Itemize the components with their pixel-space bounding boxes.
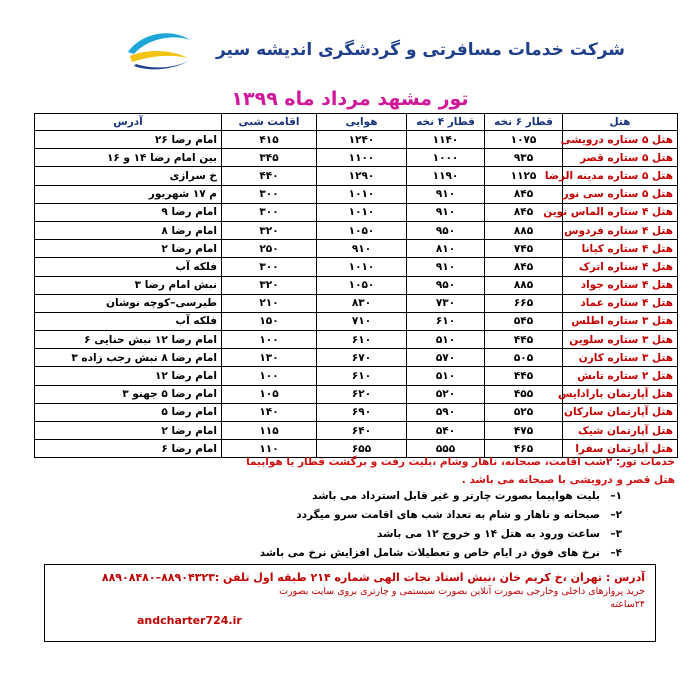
cell-train-4: ۱۱۴۰ bbox=[407, 131, 485, 149]
cell-hotel: هتل آپارتمان سفرا bbox=[563, 440, 678, 458]
cell-train-6: ۸۸۵ bbox=[485, 276, 563, 294]
cell-address: بین امام رضا ۱۴ و ۱۶ bbox=[35, 149, 222, 167]
table-row bbox=[35, 367, 678, 385]
cell-train-4: ۷۳۰ bbox=[407, 294, 485, 312]
cell-address: امام رضا ۱۲ نبش حنایی ۶ bbox=[35, 331, 222, 349]
cell-hotel: هتل ۴ ستاره عماد bbox=[563, 294, 678, 312]
cell-night: ۱۱۵ bbox=[222, 422, 317, 440]
cell-train-4: ۱۰۰۰ bbox=[407, 149, 485, 167]
cell-address: نبش امام رضا ۳ bbox=[35, 276, 222, 294]
cell-air: ۱۲۴۰ bbox=[317, 131, 407, 149]
cell-hotel: هتل ۵ ستاره درویشی bbox=[563, 131, 678, 149]
cell-address: امام رضا ۲ bbox=[35, 240, 222, 258]
cell-air: ۱۰۱۰ bbox=[317, 203, 407, 221]
column-header-train-4: قطار ۴ نخه bbox=[407, 114, 485, 131]
cell-train-4: ۹۵۰ bbox=[407, 276, 485, 294]
cell-address: امام رضا ۲ bbox=[35, 422, 222, 440]
cell-night: ۳۲۰ bbox=[222, 221, 317, 239]
column-header-train-6: قطار ۶ نخه bbox=[485, 114, 563, 131]
online-booking-hours: ۲۴ساعته bbox=[610, 599, 645, 610]
cell-hotel: هتل ۴ ستاره جواد bbox=[563, 276, 678, 294]
cell-night: ۳۴۵ bbox=[222, 149, 317, 167]
table-row bbox=[35, 185, 678, 203]
cell-night: ۲۵۰ bbox=[222, 240, 317, 258]
cell-air: ۶۵۵ bbox=[317, 440, 407, 458]
cell-address: امام رضا ۸ bbox=[35, 221, 222, 239]
cell-night: ۳۲۰ bbox=[222, 276, 317, 294]
cell-air: ۱۰۱۰ bbox=[317, 258, 407, 276]
table-row bbox=[35, 149, 678, 167]
cell-hotel: هتل آپارتمان بارادایس bbox=[563, 385, 678, 403]
cell-air: ۱۲۹۰ bbox=[317, 167, 407, 185]
cell-night: ۱۰۰ bbox=[222, 331, 317, 349]
cell-train-4: ۱۱۹۰ bbox=[407, 167, 485, 185]
cell-train-6: ۸۴۵ bbox=[485, 203, 563, 221]
cell-train-4: ۵۵۵ bbox=[407, 440, 485, 458]
table-row bbox=[35, 203, 678, 221]
cell-hotel: هتل ۵ ستاره قصر bbox=[563, 149, 678, 167]
note-number: ۳– bbox=[610, 527, 622, 540]
note-text: صبحانه و ناهار و شام به تعداد شب های اقامت سرو میگردد bbox=[296, 508, 600, 521]
table-row bbox=[35, 312, 678, 330]
cell-train-4: ۹۵۰ bbox=[407, 221, 485, 239]
company-name: شرکت خدمات مسافرتی و گردشگری اندیشه سیر bbox=[215, 40, 625, 60]
cell-night: ۱۴۰ bbox=[222, 403, 317, 421]
cell-train-6: ۵۰۵ bbox=[485, 349, 563, 367]
cell-train-6: ۸۸۵ bbox=[485, 221, 563, 239]
cell-air: ۱۰۱۰ bbox=[317, 185, 407, 203]
cell-hotel: هتل ۴ ستاره کیانا bbox=[563, 240, 678, 258]
cell-night: ۱۰۰ bbox=[222, 367, 317, 385]
column-header-hotel: هتل bbox=[563, 114, 678, 131]
table-row bbox=[35, 221, 678, 239]
cell-night: ۱۱۰ bbox=[222, 440, 317, 458]
cell-air: ۸۳۰ bbox=[317, 294, 407, 312]
table-header-row bbox=[35, 114, 678, 131]
cell-hotel: هتل ۳ ستاره اطلس bbox=[563, 312, 678, 330]
column-header-air: هوایی bbox=[317, 114, 407, 131]
online-booking-promo: خرید پروازهای داخلی وخارجی بصورت آنلاین بصورت سیستمی و چارتری بروی سایت بصورت bbox=[279, 586, 645, 597]
table-row bbox=[35, 422, 678, 440]
table-row bbox=[35, 258, 678, 276]
cell-train-6: ۶۶۵ bbox=[485, 294, 563, 312]
cell-train-4: ۶۱۰ bbox=[407, 312, 485, 330]
cell-train-6: ۴۴۵ bbox=[485, 367, 563, 385]
cell-train-6: ۸۴۵ bbox=[485, 185, 563, 203]
cell-hotel: هتل ۳ ستاره سلوین bbox=[563, 331, 678, 349]
note-item bbox=[230, 543, 622, 562]
cell-air: ۱۱۰۰ bbox=[317, 149, 407, 167]
cell-train-6: ۹۳۵ bbox=[485, 149, 563, 167]
note-text: ساعت ورود به هتل ۱۴ و خروج ۱۲ می باشد bbox=[377, 527, 600, 540]
cell-hotel: هتل آپارتمان شیک bbox=[563, 422, 678, 440]
cell-train-6: ۱۰۷۵ bbox=[485, 131, 563, 149]
cell-address: امام رضا ۲۶ bbox=[35, 131, 222, 149]
cell-address: خ سرازی bbox=[35, 167, 222, 185]
table-row bbox=[35, 331, 678, 349]
services-note: هتل قصر و درویشی با صبحانه می باشد . bbox=[461, 474, 675, 486]
notes-list bbox=[230, 486, 622, 562]
rates-table bbox=[34, 113, 678, 458]
cell-night: ۲۱۰ bbox=[222, 294, 317, 312]
cell-hotel: هتل ۵ ستاره سی نور bbox=[563, 185, 678, 203]
note-item bbox=[230, 505, 622, 524]
cell-train-6: ۴۷۵ bbox=[485, 422, 563, 440]
table-row bbox=[35, 385, 678, 403]
cell-train-4: ۹۱۰ bbox=[407, 203, 485, 221]
cell-address: امام رضا ۹ bbox=[35, 203, 222, 221]
cell-hotel: هتل ۴ ستاره الماس نوین bbox=[563, 203, 678, 221]
services-line: خدمات تور: ۲شب اقامت، صبحانه، ناهار وشام ،بلیت رفت و برگشت قطار یا هواپیما bbox=[246, 456, 675, 468]
cell-night: ۱۳۰ bbox=[222, 349, 317, 367]
cell-address: امام رضا ۵ bbox=[35, 403, 222, 421]
cell-address: طبرسی–کوچه نوشان bbox=[35, 294, 222, 312]
cell-air: ۶۹۰ bbox=[317, 403, 407, 421]
contact-box bbox=[44, 564, 656, 642]
cell-air: ۷۱۰ bbox=[317, 312, 407, 330]
cell-address: امام رضا ۸ نبش رجب زاده ۳ bbox=[35, 349, 222, 367]
cell-address: امام رضا ۶ bbox=[35, 440, 222, 458]
column-header-night: اقامت شبی bbox=[222, 114, 317, 131]
cell-train-6: ۱۱۲۵ bbox=[485, 167, 563, 185]
cell-night: ۴۱۵ bbox=[222, 131, 317, 149]
cell-train-6: ۴۴۵ bbox=[485, 331, 563, 349]
cell-address: م ۱۷ شهریور bbox=[35, 185, 222, 203]
cell-address: امام رضا ۱۲ bbox=[35, 367, 222, 385]
cell-hotel: هتل ۴ ستاره اترک bbox=[563, 258, 678, 276]
cell-night: ۴۴۰ bbox=[222, 167, 317, 185]
cell-air: ۶۴۰ bbox=[317, 422, 407, 440]
cell-air: ۱۰۵۰ bbox=[317, 276, 407, 294]
company-logo-icon bbox=[124, 26, 194, 74]
note-text: بلیت هواپیما بصورت چارتر و غیر قابل استرداد می باشد bbox=[312, 489, 600, 502]
note-number: ۴– bbox=[610, 546, 622, 559]
cell-air: ۹۱۰ bbox=[317, 240, 407, 258]
cell-train-6: ۵۲۵ bbox=[485, 403, 563, 421]
cell-hotel: هتل آپارتمان سارکان bbox=[563, 403, 678, 421]
cell-hotel: هتل ۳ ستاره کارن bbox=[563, 349, 678, 367]
cell-air: ۶۱۰ bbox=[317, 331, 407, 349]
cell-train-4: ۵۴۰ bbox=[407, 422, 485, 440]
table-row bbox=[35, 276, 678, 294]
cell-train-6: ۴۶۵ bbox=[485, 440, 563, 458]
cell-train-6: ۴۵۵ bbox=[485, 385, 563, 403]
cell-train-6: ۸۴۵ bbox=[485, 258, 563, 276]
cell-train-4: ۸۱۰ bbox=[407, 240, 485, 258]
cell-address: فلکه آب bbox=[35, 258, 222, 276]
cell-air: ۶۲۰ bbox=[317, 385, 407, 403]
cell-air: ۶۱۰ bbox=[317, 367, 407, 385]
cell-night: ۱۵۰ bbox=[222, 312, 317, 330]
cell-train-4: ۵۱۰ bbox=[407, 367, 485, 385]
cell-train-6: ۷۴۵ bbox=[485, 240, 563, 258]
cell-address: امام رضا ۵ جهنو ۳ bbox=[35, 385, 222, 403]
table-row bbox=[35, 240, 678, 258]
note-number: ۱– bbox=[610, 489, 622, 502]
cell-night: ۱۰۵ bbox=[222, 385, 317, 403]
cell-train-4: ۵۷۰ bbox=[407, 349, 485, 367]
table-row bbox=[35, 349, 678, 367]
cell-night: ۳۰۰ bbox=[222, 258, 317, 276]
cell-train-4: ۵۱۰ bbox=[407, 331, 485, 349]
cell-air: ۱۰۵۰ bbox=[317, 221, 407, 239]
tour-services bbox=[70, 453, 675, 489]
cell-hotel: هتل ۴ ستاره فردوس bbox=[563, 221, 678, 239]
table-row bbox=[35, 294, 678, 312]
cell-night: ۳۰۰ bbox=[222, 185, 317, 203]
column-header-address: آدرس bbox=[35, 114, 222, 131]
table-row bbox=[35, 131, 678, 149]
cell-train-4: ۵۲۰ bbox=[407, 385, 485, 403]
table-row bbox=[35, 403, 678, 421]
contact-address: آدرس : تهران ،خ کریم خان ،نبش استاد نجات الهی شماره ۲۱۴ طبقه اول تلفن :۸۸۹۰۴۳۲۳–۸۸۹۰۸۴۸۰ bbox=[101, 571, 645, 584]
cell-train-4: ۵۹۰ bbox=[407, 403, 485, 421]
cell-hotel: هتل ۵ ستاره مدینه الرضا bbox=[563, 167, 678, 185]
table-row bbox=[35, 167, 678, 185]
cell-address: فلکه آب bbox=[35, 312, 222, 330]
cell-hotel: هتل ۲ ستاره تابش bbox=[563, 367, 678, 385]
note-item bbox=[230, 486, 622, 505]
cell-train-4: ۹۱۰ bbox=[407, 185, 485, 203]
cell-air: ۶۷۰ bbox=[317, 349, 407, 367]
cell-train-6: ۵۴۵ bbox=[485, 312, 563, 330]
note-text: نرخ های فوق در ایام خاص و تعطیلات شامل افزایش نرخ می باشد bbox=[259, 546, 600, 559]
cell-night: ۳۰۰ bbox=[222, 203, 317, 221]
website-link[interactable]: andcharter724.ir bbox=[137, 614, 242, 627]
note-item bbox=[230, 524, 622, 543]
tour-title: تور مشهد مرداد ماه ۱۳۹۹ bbox=[231, 88, 469, 110]
note-number: ۲– bbox=[610, 508, 622, 521]
cell-train-4: ۹۱۰ bbox=[407, 258, 485, 276]
